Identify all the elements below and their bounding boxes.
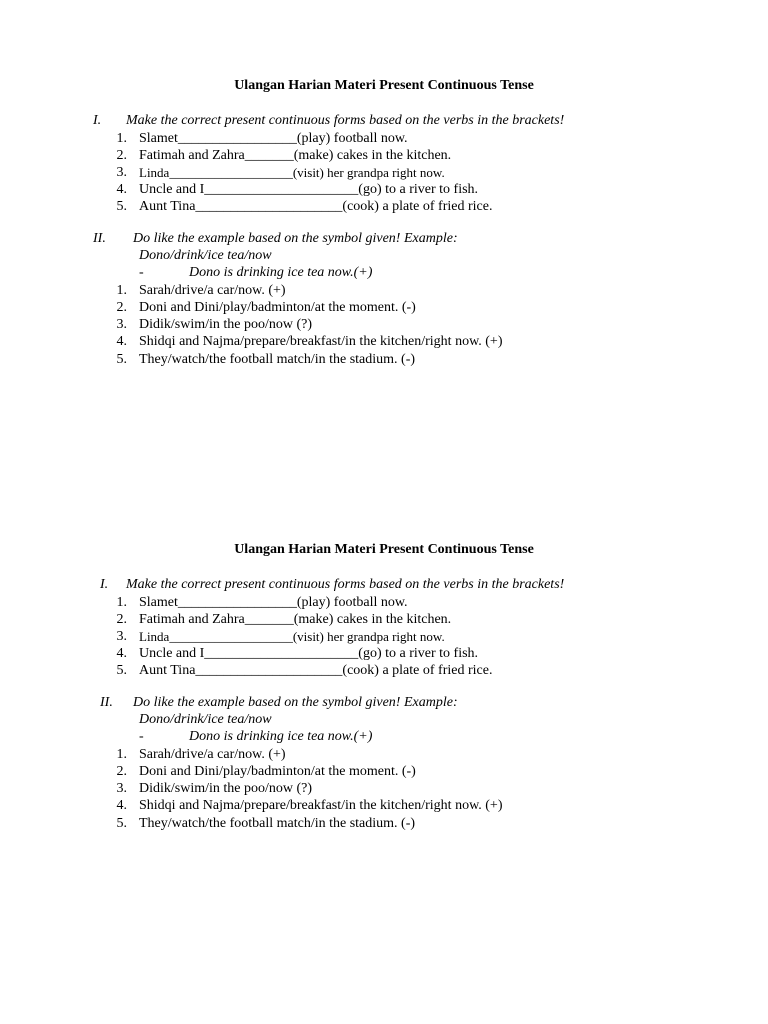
item-number: 2. [116,764,127,779]
section-2-numeral: II. [100,695,113,710]
item-number: 2. [116,612,127,627]
exercise-item: Uncle and I______________________(go) to a river to fish. [139,646,479,661]
worksheet-title: Ulangan Harian Materi Present Continuous Tense [234,78,534,93]
item-number: 5. [116,663,127,678]
example-dash: - [139,265,144,280]
example-prompt: Dono/drink/ice tea/now [139,248,272,263]
exercise-item: Aunt Tina_____________________(cook) a plate of fried rice. [139,199,493,214]
item-number: 4. [116,334,127,349]
item-number: 3. [116,317,127,332]
example-prompt: Dono/drink/ice tea/now [139,712,272,727]
exercise-item: Didik/swim/in the poo/now (?) [139,781,313,796]
exercise-item: Linda___________________(visit) her grandpa right now. [139,629,445,644]
item-number: 2. [116,148,127,163]
item-number: 1. [116,747,127,762]
exercise-item: Sarah/drive/a car/now. (+) [139,283,286,298]
item-number: 3. [116,781,127,796]
section-1-numeral: I. [93,113,102,128]
example-answer: Dono is drinking ice tea now.(+) [189,265,373,280]
example-dash: - [139,729,144,744]
item-number: 2. [116,300,127,315]
exercise-item: Fatimah and Zahra_______(make) cakes in the kitchen. [139,612,452,627]
item-number: 4. [116,182,127,197]
item-number: 1. [116,595,127,610]
exercise-item: Fatimah and Zahra_______(make) cakes in the kitchen. [139,148,452,163]
exercise-item: Uncle and I______________________(go) to a river to fish. [139,182,479,197]
exercise-item: They/watch/the football match/in the stadium. (-) [139,352,416,367]
section-1-numeral: I. [100,577,109,592]
item-number: 5. [116,199,127,214]
item-number: 4. [116,798,127,813]
exercise-item: Shidqi and Najma/prepare/breakfast/in the kitchen/right now. (+) [139,798,503,813]
exercise-item: They/watch/the football match/in the stadium. (-) [139,816,416,831]
exercise-item: Slamet_________________(play) football now. [139,595,408,610]
exercise-item: Shidqi and Najma/prepare/breakfast/in the kitchen/right now. (+) [139,334,503,349]
exercise-item: Doni and Dini/play/badminton/at the moment. (-) [139,300,416,315]
section-2-instruction: Do like the example based on the symbol given! Example: [133,695,458,710]
section-2-instruction: Do like the example based on the symbol given! Example: [133,231,458,246]
item-number: 1. [116,131,127,146]
item-number: 5. [116,352,127,367]
exercise-item: Sarah/drive/a car/now. (+) [139,747,286,762]
section-1-instruction: Make the correct present continuous forms based on the verbs in the brackets! [126,577,565,592]
item-number: 1. [116,283,127,298]
example-answer: Dono is drinking ice tea now.(+) [189,729,373,744]
exercise-item: Didik/swim/in the poo/now (?) [139,317,313,332]
section-2-numeral: II. [93,231,106,246]
exercise-item: Doni and Dini/play/badminton/at the moment. (-) [139,764,416,779]
item-number: 5. [116,816,127,831]
item-number: 4. [116,646,127,661]
item-number: 3. [116,165,127,180]
exercise-item: Slamet_________________(play) football now. [139,131,408,146]
worksheet-title: Ulangan Harian Materi Present Continuous Tense [234,542,534,557]
item-number: 3. [116,629,127,644]
exercise-item: Linda___________________(visit) her grandpa right now. [139,165,445,180]
section-1-instruction: Make the correct present continuous forms based on the verbs in the brackets! [126,113,565,128]
exercise-item: Aunt Tina_____________________(cook) a plate of fried rice. [139,663,493,678]
